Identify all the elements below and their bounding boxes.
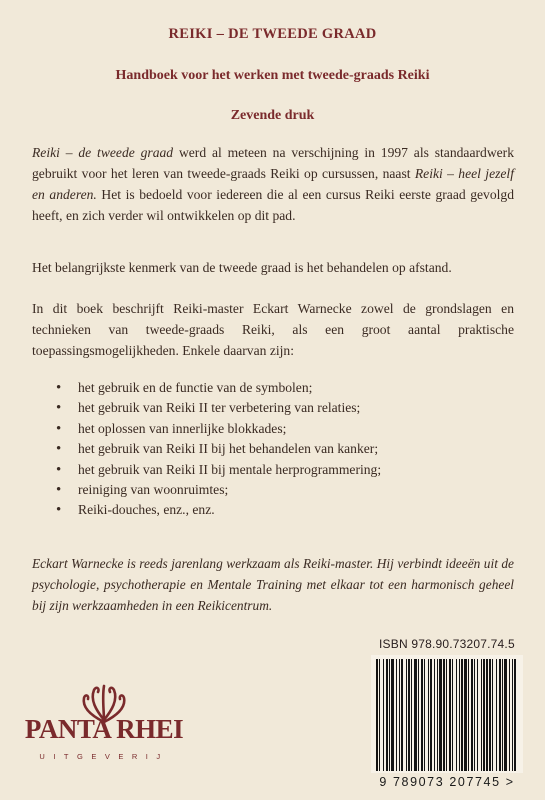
barcode-bar [492,659,493,771]
barcode-bar [464,659,467,771]
barcode-bar [386,659,388,771]
barcode-bar [502,659,503,771]
barcode-bar [514,659,516,771]
barcode-bar [496,659,497,771]
barcode-bar [376,659,378,771]
barcode-bar [439,659,442,771]
intro-italic-lead: Reiki – de tweede graad [32,145,174,160]
barcode-bar [399,659,400,771]
barcode-bar [459,659,460,771]
list-item: • het gebruik van Reiki II ter verbetering van relaties; [56,398,496,418]
barcode-bar [383,659,384,771]
barcode-bar [424,659,425,771]
barcode-bar [406,659,407,771]
barcode-bar [401,659,403,771]
barcode-bars [376,659,518,771]
barcode-bar [468,659,469,771]
barcode-bar [449,659,451,771]
publisher-logo [20,680,188,775]
book-title: REIKI – DE TWEEDE GRAAD [168,26,377,42]
intro-paragraph [32,142,514,226]
barcode-bar [418,659,419,771]
topics-list [56,378,496,521]
barcode-bar [489,659,491,771]
list-item: • het gebruik van Reiki II bij mentale herprogrammering; [56,460,496,480]
barcode-bar [509,659,510,771]
barcode-digits: 9 789073 207745 > [379,775,515,789]
barcode-bar [474,659,475,771]
barcode-bar [379,659,380,771]
key-feature-paragraph: Het belangrijkste kenmerk van de tweede graad is het behandelen op afstand. [32,260,452,275]
edition-label: Zevende druk [230,108,315,123]
barcode-bar [452,659,453,771]
contents-paragraph: In dit boek beschrijft Reiki-master Eckart Warnecke zowel de grondslagen en technieken van tweede-graads Reiki, als een groot aantal praktische toepassingsmogelijkheden. Enkele daarvan zijn: [32,301,514,358]
barcode-bar [428,659,429,771]
barcode-bar [389,659,390,771]
barcode-bar [461,659,463,771]
barcode-bar [391,659,394,771]
barcode-bar [443,659,445,771]
barcode-bar [504,659,507,771]
barcode-bar [477,659,478,771]
isbn-number: ISBN 978.90.73207.74.5 [379,637,515,651]
barcode [371,655,523,773]
barcode-bar [408,659,410,771]
barcode-bar [396,659,397,771]
author-bio: Eckart Warnecke is reeds jarenlang werkzaam als Reiki-master. Hij verbindt ideeën uit de psychologie, psychotherapie en Mentale Training met elkaar tot een harmonisch geheel bij zijn werkzaamheden in een Reikicentrum. [32,556,514,613]
intro-text-1: werd al meteen na verschijning in 1997 als standaardwerk gebruikt voor het leren van tweede-graads Reiki op cursussen, naast [32,145,514,181]
barcode-bar [456,659,457,771]
list-item: • het gebruik en de functie van de symbolen; [56,378,496,398]
list-item: • Reiki-douches, enz., enz. [56,500,496,520]
barcode-bar [512,659,513,771]
book-subtitle: Handboek voor het werken met tweede-graads Reiki [115,68,430,83]
barcode-bar [486,659,488,771]
barcode-bar [483,659,485,771]
barcode-bar [481,659,482,771]
barcode-bar [437,659,438,771]
barcode-bar [434,659,435,771]
publisher-name: PANTA RHEI [24,714,184,744]
intro-text-2: Het is bedoeld voor iedereen die al een cursus Reiki eerste graad gevolgd heeft, en zich verder wil ontwikkelen op dit pad. [32,187,515,223]
intro-italic-ref: Reiki – heel jezelf en anderen. [32,166,514,202]
list-item: • reiniging van woonruimtes; [56,480,496,500]
barcode-bar [430,659,432,771]
barcode-bar [414,659,417,771]
publisher-subtitle: UITGEVERIJ [39,752,169,761]
barcode-bar [421,659,423,771]
list-item: • het gebruik van Reiki II bij het behandelen van kanker; [56,439,496,459]
list-item: • het oplossen van innerlijke blokkades; [56,419,496,439]
barcode-bar [471,659,473,771]
barcode-bar [446,659,447,771]
barcode-bar [499,659,501,771]
barcode-bar [411,659,412,771]
